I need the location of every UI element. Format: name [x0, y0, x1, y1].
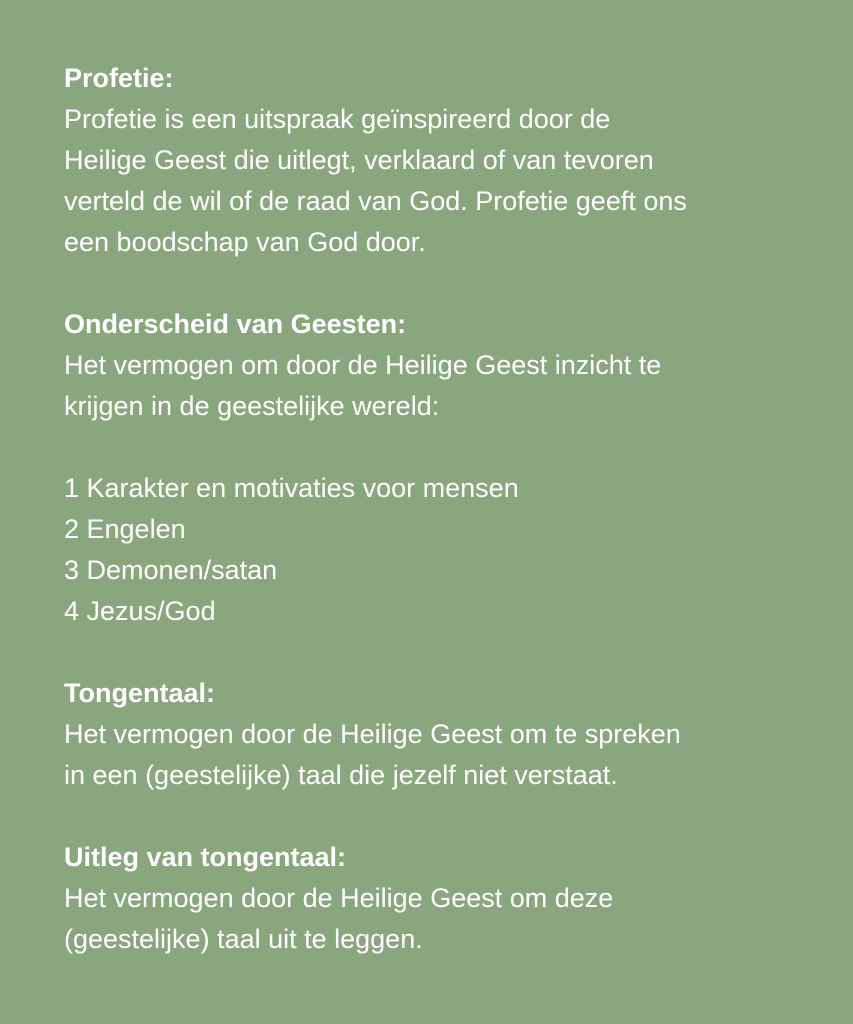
section-line: in een (geestelijke) taal die jezelf niet verstaat.: [64, 760, 618, 790]
section-line: Het vermogen door de Heilige Geest om te spreken: [64, 719, 681, 749]
section-line: (geestelijke) taal uit te leggen.: [64, 924, 423, 954]
section-line: Profetie is een uitspraak geïnspireerd door de: [64, 104, 611, 134]
list: [64, 468, 813, 632]
section-profetie: [64, 58, 813, 263]
section-line: een boodschap van God door.: [64, 227, 426, 257]
numbered-list: [64, 468, 813, 632]
section-heading: Tongentaal:: [64, 678, 215, 708]
section-line: verteld de wil of de raad van God. Profetie geeft ons: [64, 186, 687, 216]
section-line: Heilige Geest die uitlegt, verklaard of van tevoren: [64, 145, 654, 175]
section-onderscheid-van-geesten: [64, 304, 813, 427]
section-heading: Onderscheid van Geesten:: [64, 309, 407, 339]
list-item: 1 Karakter en motivaties voor mensen: [64, 473, 519, 503]
list-item: 4 Jezus/God: [64, 596, 216, 626]
section-uitleg-van-tongentaal: [64, 837, 813, 960]
list-item: 3 Demonen/satan: [64, 555, 278, 585]
section-line: Het vermogen door de Heilige Geest om deze: [64, 883, 614, 913]
section-line: krijgen in de geestelijke wereld:: [64, 391, 440, 421]
list-item: 2 Engelen: [64, 514, 186, 544]
section-heading: Uitleg van tongentaal:: [64, 842, 347, 872]
section-heading: Profetie:: [64, 63, 174, 93]
section-line: Het vermogen om door de Heilige Geest inzicht te: [64, 350, 662, 380]
section-tongentaal: [64, 673, 813, 796]
